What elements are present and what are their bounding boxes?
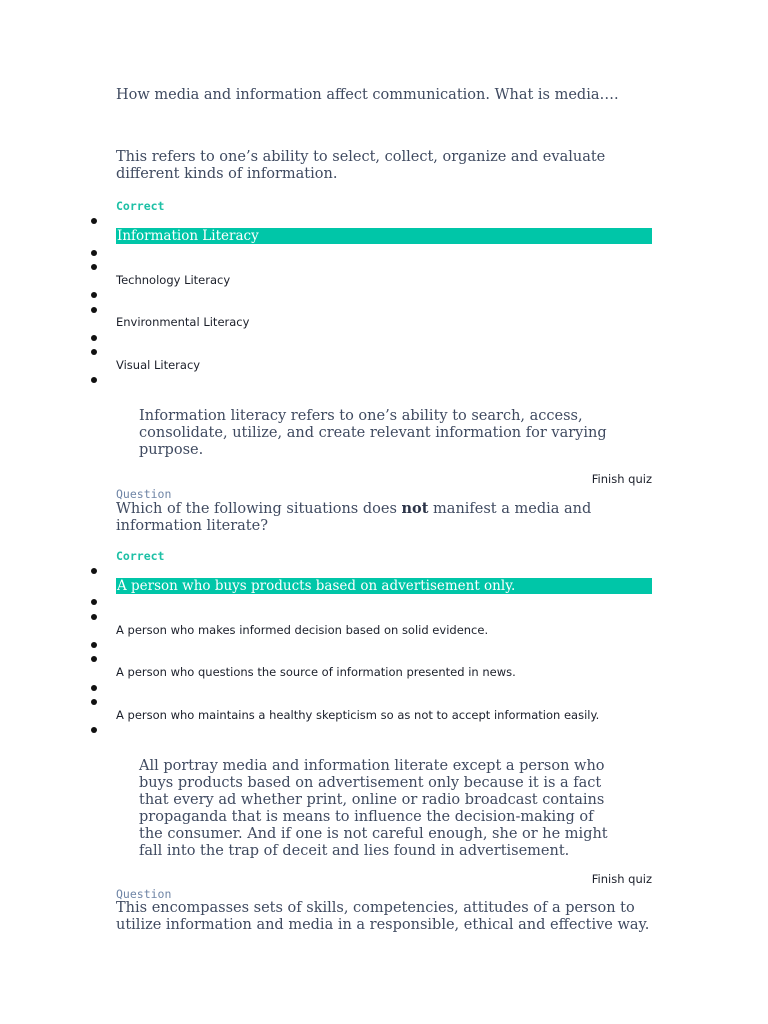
list-bullet xyxy=(91,614,97,620)
question-2-text xyxy=(116,500,656,535)
list-bullet xyxy=(91,377,97,383)
question-2-feedback: All portray media and information literate except a person who buys products based on advertisement only because it is a fact that every ad whether print, online or radio broadcast contains propaganda that is means to influence the decision-making of the consumer. And if one is not careful enough, she or he might fall into the trap of deceit and lies found in advertisement. xyxy=(139,758,608,859)
list-bullet xyxy=(91,250,97,256)
question-1-text: This refers to one’s ability to select, collect, organize and evaluate different kinds of information. xyxy=(116,149,606,182)
question-1-feedback: Information literacy refers to one’s ability to search, access, consolidate, utilize, and create relevant information for varying purpose. xyxy=(139,408,607,458)
question-1-selected-answer[interactable]: Information Literacy xyxy=(116,228,652,244)
question-2-selected-answer[interactable]: A person who buys products based on advertisement only. xyxy=(116,578,652,594)
question-1-status: Correct xyxy=(116,199,165,213)
list-bullet xyxy=(91,335,97,341)
list-bullet xyxy=(91,218,97,224)
question-2-text-part: manifest a media and information literate? xyxy=(116,501,592,534)
question-2-text-part: Which of the following situations does xyxy=(116,501,402,517)
question-2-option[interactable]: A person who maintains a healthy skepticism so as not to accept information easily. xyxy=(116,708,600,722)
finish-quiz-link[interactable]: Finish quiz xyxy=(591,872,652,886)
question-3-label: Question xyxy=(116,887,172,901)
list-bullet xyxy=(91,307,97,313)
list-bullet xyxy=(91,264,97,270)
question-2-option[interactable]: A person who questions the source of information presented in news. xyxy=(116,665,516,679)
question-2-option[interactable]: A person who makes informed decision based on solid evidence. xyxy=(116,623,489,637)
question-1-option[interactable]: Technology Literacy xyxy=(116,273,231,287)
list-bullet xyxy=(91,349,97,355)
list-bullet xyxy=(91,685,97,691)
question-1-option[interactable]: Visual Literacy xyxy=(116,358,201,372)
page-title: How media and information affect communication. What is media…. xyxy=(116,87,619,103)
question-2-status: Correct xyxy=(116,549,165,563)
question-2-emphasis: not xyxy=(401,500,429,517)
list-bullet xyxy=(91,642,97,648)
question-1-option[interactable]: Environmental Literacy xyxy=(116,315,250,329)
question-3-text: This encompasses sets of skills, competencies, attitudes of a person to utilize information and media in a responsible, ethical and effective way. xyxy=(116,900,650,933)
question-2-label: Question xyxy=(116,487,172,501)
list-bullet xyxy=(91,727,97,733)
list-bullet xyxy=(91,599,97,605)
list-bullet xyxy=(91,568,97,574)
list-bullet xyxy=(91,292,97,298)
list-bullet xyxy=(91,656,97,662)
list-bullet xyxy=(91,699,97,705)
finish-quiz-link[interactable]: Finish quiz xyxy=(591,472,652,486)
